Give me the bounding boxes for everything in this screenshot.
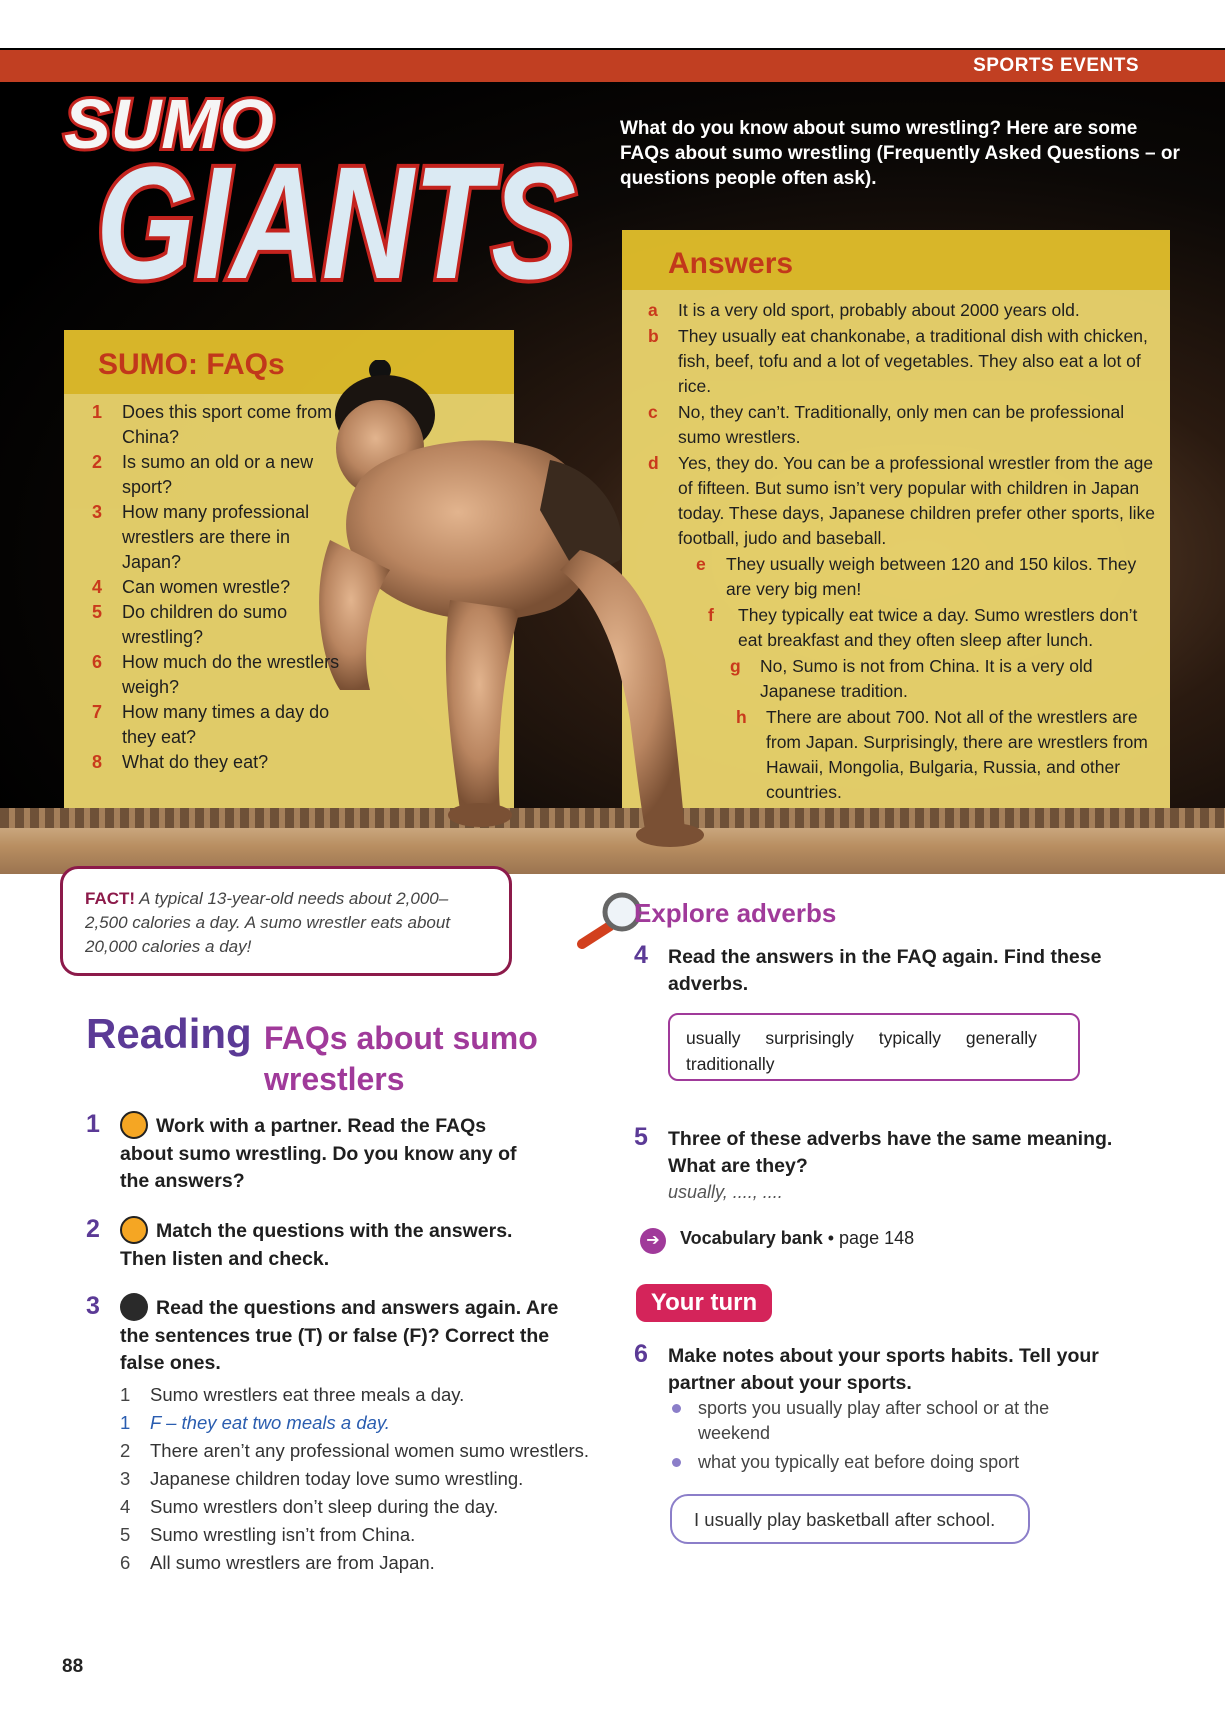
intro-text: What do you know about sumo wrestling? Here are some FAQs about sumo wrestling (Frequently Asked Questions – or questions people often ask). bbox=[620, 118, 1180, 189]
vocabulary-bank-link[interactable]: ➔ Vocabulary bank • page 148 bbox=[640, 1228, 914, 1249]
exercise-5: 5 Three of these adverbs have the same meaning. What are they? bbox=[634, 1123, 1113, 1177]
audio-icon[interactable] bbox=[120, 1111, 148, 1139]
adverb-word: traditionally bbox=[686, 1054, 775, 1074]
your-turn-badge: Your turn bbox=[636, 1284, 772, 1322]
answer-item: h There are about 700. Not all of the wrestlers are from Japan. Surprisingly, there are wrestlers from Hawaii, Mongolia, Bulgaria, Russia, and other countries. bbox=[736, 707, 1148, 802]
answers-list bbox=[648, 298, 1158, 806]
answer-item: g No, Sumo is not from China. It is a very old Japanese tradition. bbox=[730, 656, 1093, 701]
fact-label: FACT! bbox=[85, 889, 136, 908]
answer-item: e They usually weigh between 120 and 150 kilos. They are very big men! bbox=[696, 554, 1137, 599]
sentence-item: 6 All sumo wrestlers are from Japan. bbox=[120, 1552, 435, 1573]
faq-item: 4 Can women wrestle? bbox=[92, 577, 291, 597]
faq-item: 8 What do they eat? bbox=[92, 752, 269, 772]
title-giants bbox=[90, 130, 590, 300]
answer-item: b They usually eat chankonabe, a traditional dish with chicken, fish, beef, tofu and a lot of vegetables. They also eat a lot of rice. bbox=[648, 326, 1148, 396]
adverb-word: usually bbox=[686, 1028, 741, 1048]
answers-heading: Answers bbox=[622, 230, 1170, 290]
bullet-item: sports you usually play after school or at the weekend bbox=[672, 1396, 1092, 1446]
answer-item: f They typically eat twice a day. Sumo wrestlers don’t eat breakfast and they often sleep after lunch. bbox=[708, 605, 1138, 650]
page-number: 88 bbox=[62, 1656, 84, 1677]
faq-item: 5 Do children do sumo wrestling? bbox=[92, 602, 288, 647]
audio-icon[interactable] bbox=[120, 1216, 148, 1244]
exercise-1: 1 Work with a partner. Read the FAQs about sumo wrestling. Do you know any of the answers? bbox=[86, 1110, 517, 1192]
section-tag: SPORTS EVENTS bbox=[973, 55, 1139, 76]
answer-item: d Yes, they do. You can be a professional wrestler from the age of fifteen. But sumo isn’t very popular with children in Japan today. These days, Japanese children prefer other sports, like football, judo and baseball. bbox=[648, 453, 1155, 548]
speech-bubble: I usually play basketball after school. bbox=[670, 1494, 1030, 1544]
answer-item: a It is a very old sport, probably about 2000 years old. bbox=[648, 300, 1080, 320]
faq-heading: SUMO: FAQs bbox=[64, 330, 514, 394]
faq-item: 6 How much do the wrestlers weigh? bbox=[92, 652, 340, 697]
sentence-item: 5 Sumo wrestling isn’t from China. bbox=[120, 1524, 416, 1545]
reading-heading: Reading bbox=[86, 1010, 252, 1057]
faq-item: 3 How many professional wrestlers are there in Japan? bbox=[92, 502, 310, 572]
explore-heading: Explore adverbs bbox=[634, 898, 837, 928]
reading-skill-icon bbox=[120, 1293, 148, 1321]
exercise-5-hint: usually, ...., .... bbox=[668, 1182, 783, 1202]
faq-item: 1 Does this sport come from China? bbox=[92, 402, 333, 447]
svg-text:SUMO: SUMO bbox=[64, 85, 274, 163]
sentence-item: 3 Japanese children today love sumo wrestling. bbox=[120, 1468, 524, 1489]
exercise-3: 3 Read the questions and answers again. Are the sentences true (T) or false (F)? Correct the false ones. bbox=[86, 1292, 559, 1374]
faq-list bbox=[92, 400, 352, 775]
adverbs-box bbox=[668, 1013, 1080, 1081]
true-false-list bbox=[120, 1381, 600, 1577]
arrow-icon: ➔ bbox=[640, 1228, 666, 1254]
bullet-item: what you typically eat before doing sport bbox=[672, 1450, 1092, 1475]
sentence-item: 2 There aren’t any professional women sumo wrestlers. bbox=[120, 1440, 590, 1461]
fact-text: A typical 13-year-old needs about 2,000–2,500 calories a day. A sumo wrestler eats about 20,000 calories a day! bbox=[85, 889, 451, 956]
fact-box bbox=[60, 866, 512, 976]
exercise-6: 6 Make notes about your sports habits. Tell your partner about your sports. bbox=[634, 1340, 1099, 1394]
svg-text:GIANTS: GIANTS bbox=[96, 133, 576, 300]
sentence-item: 1 Sumo wrestlers eat three meals a day. bbox=[120, 1384, 465, 1405]
example-answer: 1 F – they eat two meals a day. bbox=[120, 1412, 390, 1433]
sentence-item: 4 Sumo wrestlers don’t sleep during the day. bbox=[120, 1496, 499, 1517]
adverb-word: surprisingly bbox=[765, 1028, 854, 1048]
bullet-list bbox=[672, 1396, 1092, 1479]
adverb-word: typically bbox=[878, 1028, 941, 1048]
answer-item: c No, they can’t. Traditionally, only men can be professional sumo wrestlers. bbox=[648, 402, 1125, 447]
faq-item: 2 Is sumo an old or a new sport? bbox=[92, 452, 314, 497]
exercise-4: 4 Read the answers in the FAQ again. Find these adverbs. bbox=[634, 941, 1102, 995]
reading-subheading: FAQs about sumo wrestlers bbox=[264, 1020, 538, 1097]
faq-item: 7 How many times a day do they eat? bbox=[92, 702, 330, 747]
adverb-word: generally bbox=[965, 1028, 1037, 1048]
exercise-2: 2 Match the questions with the answers. Then listen and check. bbox=[86, 1215, 513, 1270]
